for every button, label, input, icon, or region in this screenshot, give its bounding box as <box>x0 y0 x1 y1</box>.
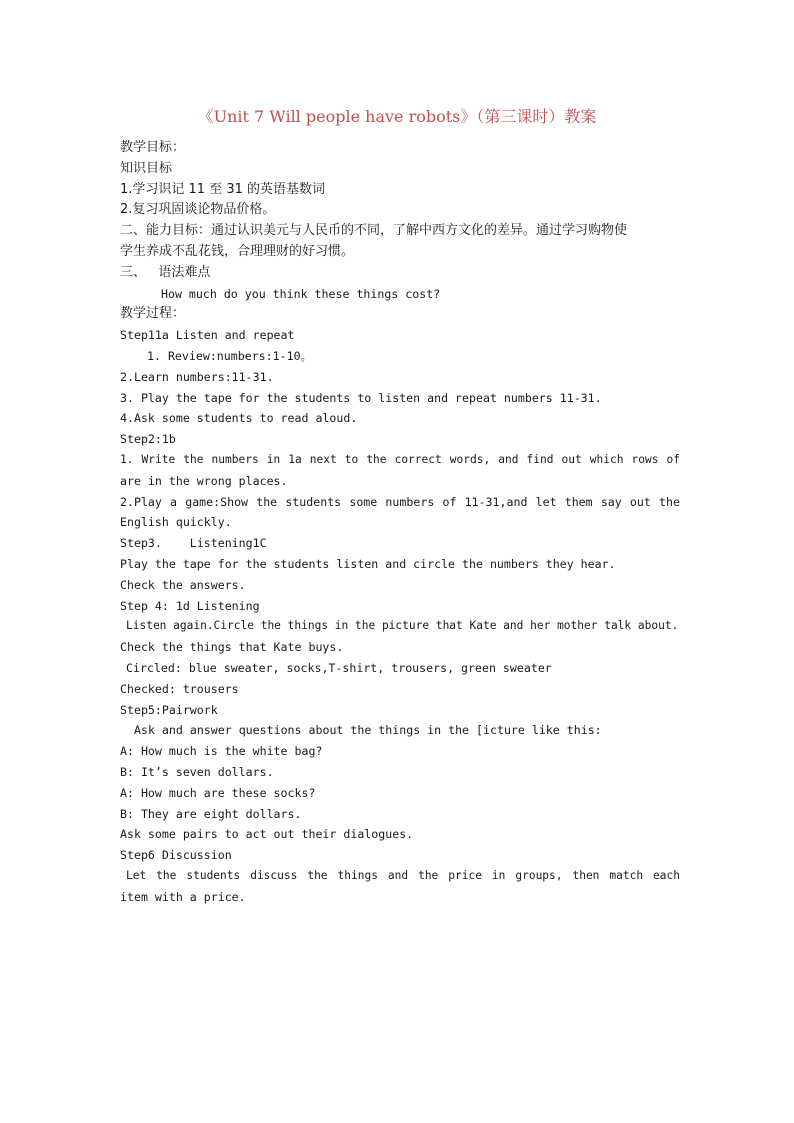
step-heading: Step6 Discussion <box>120 848 232 863</box>
dialogue-line: B: They are eight dollars. <box>120 806 302 821</box>
text-line: Checked: trousers <box>120 681 239 696</box>
text-line: English quickly. <box>120 515 232 530</box>
text-line: Check the things that Kate buys. <box>120 640 344 655</box>
document-title: 《Unit 7 Will people have robots》（第三课时）教案 <box>197 107 597 126</box>
text-line: item with a price. <box>120 889 246 904</box>
step-heading: Step2:1b <box>120 432 176 447</box>
text-line: 2.Learn numbers:11-31. <box>120 369 274 384</box>
text-line: 4.Ask some students to read aloud. <box>120 411 358 426</box>
grammar-difficulty-heading: 三、 语法难点 <box>120 264 211 280</box>
text-line: 1.学习识记 11 至 31 的英语基数词 <box>120 181 326 197</box>
text-line: Listen again.Circle the things in the picture that Kate and her mother talk about. <box>126 619 679 633</box>
text-line: 1. Review:numbers:1-10。 <box>147 348 313 363</box>
step-heading: Step11a Listen and repeat <box>120 328 295 343</box>
text-line: 1. Write the numbers in 1a next to the correct words, and find out which rows of <box>120 452 680 466</box>
text-line: Ask and answer questions about the things in the [icture like this: <box>134 723 602 738</box>
ability-objectives-line: 二、能力目标：通过认识美元与人民币的不同，了解中西方文化的差异。通过学习购物使 <box>120 223 628 239</box>
step-heading: Step5:Pairwork <box>120 702 218 717</box>
grammar-example-sentence: How much do you think these things cost? <box>161 286 441 301</box>
step-heading: Step 4: 1d Listening <box>120 598 260 613</box>
text-line: Ask some pairs to act out their dialogues. <box>120 827 414 842</box>
document-body <box>120 138 680 907</box>
objectives-heading: 教学目标： <box>120 140 186 155</box>
text-line: Check the answers. <box>120 577 246 592</box>
dialogue-line: A: How much is the white bag? <box>120 744 323 759</box>
text-line: 2.Play a game:Show the students some numbers of 11-31,and let them say out the <box>120 494 680 509</box>
dialogue-line: A: How much are these socks? <box>120 785 316 800</box>
text-line: Play the tape for the students listen and circle the numbers they hear. <box>120 556 616 571</box>
text-line: 2.复习巩固谈论物品价格。 <box>120 202 276 218</box>
text-line: 3. Play the tape for the students to listen and repeat numbers 11-31. <box>120 390 602 405</box>
text-line: 学生养成不乱花钱，合理理财的好习惯。 <box>120 243 355 259</box>
text-line: Let the students discuss the things and the price in groups, then match each <box>126 868 680 882</box>
procedure-heading: 教学过程： <box>120 306 186 322</box>
dialogue-line: B: It’s seven dollars. <box>120 764 274 779</box>
text-line: Circled: blue sweater, socks,T-shirt, trousers, green sweater <box>126 660 552 675</box>
step-heading: Step3. Listening1C <box>120 536 267 551</box>
knowledge-objectives-heading: 知识目标 <box>120 160 173 176</box>
text-line: are in the wrong places. <box>120 473 288 488</box>
